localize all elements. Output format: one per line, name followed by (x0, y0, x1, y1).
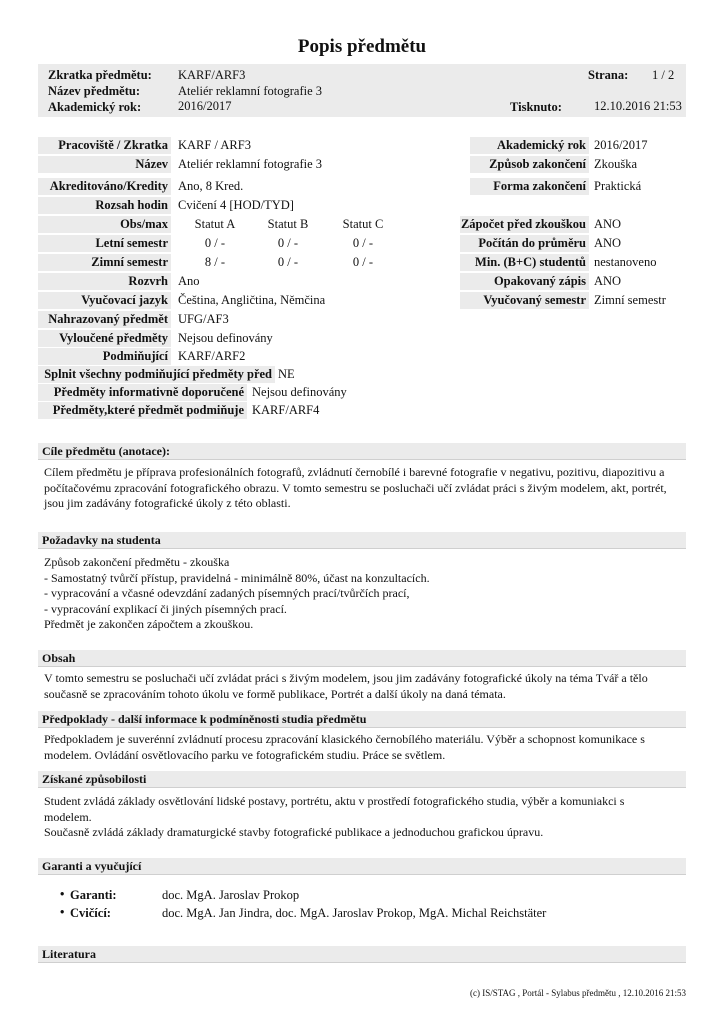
status-cell: 0 / - (277, 236, 299, 250)
status-row-label: Zimní semestr (38, 254, 171, 271)
wide-field-value: Nejsou definovány (252, 385, 347, 399)
footer-text: (c) IS/STAG , Portál - Sylabus předmětu , 12.10.2016 21:53 (469, 988, 686, 998)
status-column-b: Statut B (267, 217, 309, 231)
section-cile-text (44, 465, 684, 512)
text-line: modelem. (44, 809, 92, 824)
section-obsah-text (44, 671, 684, 702)
bullet-icon: • (60, 887, 65, 901)
text-line: - vypracování a včasné odevzdání zadaných písemných prací/tvůrčích prací, (44, 586, 410, 600)
right-field-value: 2016/2017 (594, 138, 648, 152)
text-line: - Samostatný tvůrčí přístup, pravidelná - minimálně 80%, účast na konzultacích. (44, 570, 430, 585)
section-pozadavky-title: Požadavky na studenta (38, 532, 686, 549)
wide-field-label: Předměty informativně doporučené (38, 384, 247, 401)
field-label: Vyučovací jazyk (38, 292, 171, 309)
field-label: Název (38, 156, 171, 173)
right-field-value: Zkouška (594, 157, 638, 171)
header-nazev-label: Název předmětu: (48, 84, 140, 98)
text-line: - vypracování explikací či jiných písemných prací. (44, 601, 287, 616)
section-predpoklady-text (44, 732, 684, 763)
garanti-label: Garanti: (70, 888, 117, 902)
right-field-value: ANO (594, 217, 622, 231)
status-cell: 0 / - (204, 236, 226, 250)
text-line: V tomto semestru se posluchači učí zvládat práci s živým modelem, jsou jim zadávány fotografické úkoly na téma Tvář a tělo (44, 671, 648, 685)
text-line: modelem. Ovládání osvětlovacího parku ve fotografickém studiu. Práce se světlem. (44, 747, 446, 762)
section-ziskane-text (44, 794, 684, 841)
right-field-label: Způsob zakončení (470, 156, 589, 173)
status-cell: 0 / - (277, 255, 299, 269)
right-field-value: Praktická (594, 179, 642, 193)
header-tisknuto-label: Tisknuto: (510, 100, 562, 114)
status-column-c: Statut C (342, 217, 384, 231)
text-line: Předmět je zakončen zápočtem a zkouškou. (44, 617, 254, 631)
section-garanti-title: Garanti a vyučující (38, 858, 686, 875)
header-zkratka-value: KARF/ARF3 (178, 68, 246, 82)
status-column-a: Statut A (194, 217, 236, 231)
right-field-label: Počítán do průměru (460, 235, 589, 252)
field-value: KARF/ARF2 (178, 349, 246, 363)
wide-field-value: KARF/ARF4 (252, 403, 320, 417)
status-cell: 0 / - (352, 255, 374, 269)
status-cell: 8 / - (204, 255, 226, 269)
cvicici-label: Cvičící: (70, 906, 111, 920)
right-field-label: Min. (B+C) studentů (460, 254, 589, 271)
right-field-value: nestanoveno (594, 255, 657, 269)
field-value: UFG/AF3 (178, 312, 229, 326)
text-line: Student zvládá základy osvětlování lidské postavy, portrétu, aktu v prostředí fotografického studia, výběr a komuniakci s (44, 794, 625, 808)
wide-field-value: NE (278, 367, 295, 381)
text-line: počítačovému zpracování fotografického obrazu. V tomto semestru se posluchači učí zvládat práci s živým modelem, akt, portrét, (44, 480, 667, 495)
field-label: Pracoviště / Zkratka (38, 137, 171, 154)
section-pozadavky-text (44, 555, 684, 633)
field-label: Vyloučené předměty (38, 330, 171, 347)
right-field-label: Opakovaný zápis (460, 273, 589, 290)
header-zkratka-label: Zkratka předmětu: (48, 68, 152, 82)
header-strana-label: Strana: (588, 68, 629, 82)
right-field-value: ANO (594, 236, 622, 250)
header-rok-label: Akademický rok: (48, 100, 142, 114)
status-row-label: Letní semestr (38, 235, 171, 252)
field-value: Cvičení 4 [HOD/TYD] (178, 198, 294, 212)
header-rok-value: 2016/2017 (178, 99, 232, 113)
right-field-label: Akademický rok (470, 137, 589, 154)
garanti-value: doc. MgA. Jaroslav Prokop (162, 888, 300, 902)
header-strana-value: 1 / 2 (652, 68, 675, 82)
field-value: KARF / ARF3 (178, 138, 251, 152)
section-cile-title: Cíle předmětu (anotace): (38, 443, 686, 460)
field-label: Rozsah hodin (38, 197, 171, 214)
status-header-label: Obs/max (38, 216, 171, 233)
bullet-icon: • (60, 905, 65, 919)
wide-field-label: Splnit všechny podmiňující předměty před (38, 366, 275, 383)
field-label: Podmiňující (38, 348, 171, 365)
right-field-label: Zápočet před zkouškou (460, 216, 589, 233)
field-value: Ano, 8 Kred. (178, 179, 244, 193)
field-value: Ano (178, 274, 200, 288)
right-field-label: Vyučovaný semestr (460, 292, 589, 309)
text-line: Cílem předmětu je příprava profesionálních fotografů, zvládnutí černobílé i barevné fotografie v negativu, pozitivu, diapozitivu a (44, 465, 665, 479)
text-line: Způsob zakončení předmětu - zkouška (44, 555, 230, 569)
field-value: Nejsou definovány (178, 331, 273, 345)
header-nazev-value: Ateliér reklamní fotografie 3 (178, 84, 323, 98)
right-field-label: Forma zakončení (470, 178, 589, 195)
field-label: Nahrazovaný předmět (38, 311, 171, 328)
text-line: Předpokladem je suverénní zvládnutí procesu zpracování klasického černobílého materiálu. Výběr a schopnost komunikace s (44, 732, 645, 746)
text-line: současně se zpracováním tohoto úkolu ve formě publikace, Portrét a další úkoly na daná témata. (44, 686, 506, 701)
right-field-value: ANO (594, 274, 622, 288)
section-ziskane-title: Získané způsobilosti (38, 771, 686, 788)
text-line: Současně zvládá základy dramaturgické stavby fotografické publikace a jednoduchou grafickou úpravu. (44, 825, 544, 839)
page-title: Popis předmětu (297, 36, 427, 57)
section-literatura-title: Literatura (38, 946, 686, 963)
field-label: Akreditováno/Kredity (38, 178, 171, 195)
cvicici-value: doc. MgA. Jan Jindra, doc. MgA. Jaroslav Prokop, MgA. Michal Reichstäter (162, 906, 547, 920)
text-line: jsou jim zadávány fotografické úkoly z této oblasti. (44, 496, 291, 510)
wide-field-label: Předměty,které předmět podmiňuje (38, 402, 247, 419)
field-label: Rozvrh (38, 273, 171, 290)
field-value: Ateliér reklamní fotografie 3 (178, 157, 323, 171)
section-obsah-title: Obsah (38, 650, 686, 667)
status-cell: 0 / - (352, 236, 374, 250)
right-field-value: Zimní semestr (594, 293, 666, 307)
header-tisknuto-value: 12.10.2016 21:53 (594, 99, 682, 113)
section-predpoklady-title: Předpoklady - další informace k podmíněnosti studia předmětu (38, 711, 686, 728)
field-value: Čeština, Angličtina, Němčina (178, 293, 326, 307)
